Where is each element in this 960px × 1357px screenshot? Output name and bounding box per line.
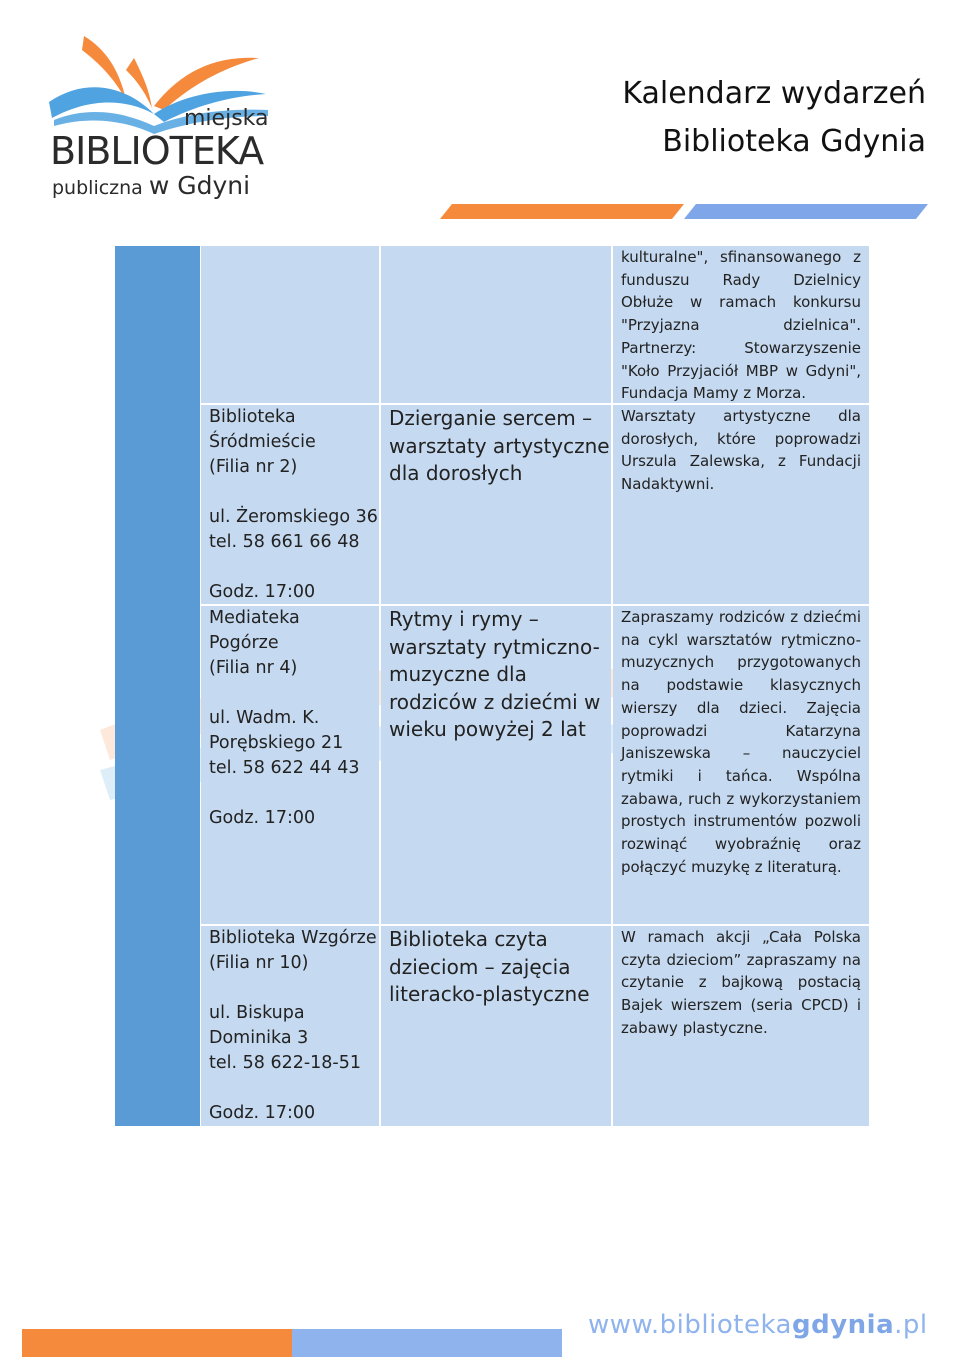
library-logo [44,28,274,203]
event-description: W ramach akcji „Cała Polska czyta dzieciom” zapraszamy na czytanie z bajkową postacią Bajek wierszem (seria CPCD) i zabawy plastyczne. [621,928,861,1037]
event-title: Biblioteka czyta dzieciom – zajęcia literacko-plastyczne [389,927,590,1006]
table-cell-description [613,926,869,1126]
event-description: kulturalne", sfinansowanego z funduszu Rady Dzielnicy Obłuże w ramach konkursu "Przyjazna dzielnica". Partnerzy: Stowarzyszenie "Koło Przyjaciół MBP w Gdyni", Fundacja Mamy z Morza. [621,248,861,403]
footer-url-bold: gdynia [791,1310,895,1340]
logo-miejska: miejska [184,106,269,131]
page-title-line1: Kalendarz wydarzeń [622,76,926,111]
logo-w-gdyni: w Gdyni [148,171,251,200]
logo-publiczna-word: publiczna [52,177,143,199]
table-cell-location [201,405,379,604]
table-cell-title [381,246,611,403]
events-table [115,246,869,1126]
table-cell-title [381,926,611,1126]
event-title: Dzierganie sercem – warsztaty artystyczne dla dorosłych [389,406,610,485]
table-cell-location [201,926,379,1126]
table-cell-title [381,606,611,924]
header-orange-bar [440,204,684,219]
logo-publiczna [52,171,250,200]
table-cell-description [613,246,869,403]
footer-url-suffix: .pl [894,1310,928,1340]
logo-biblioteka: BIBLIOTEKA [50,129,264,173]
event-description: Zapraszamy rodziców z dziećmi na cykl warsztatów rytmiczno-muzycznych przygotowanych na podstawie klasycznych wierszy dla dzieci. Zajęcia poprowadzi Katarzyna Janiszewska – nauczyciel rytmiki i tańca. Wspólna zabawa, ruch z wykorzystaniem prostych instrumentów pozwoli rozwinąć wyobraźnię oraz połączyć muzykę z literaturą. [621,608,861,876]
event-location: Biblioteka Śródmieście (Filia nr 2) ul. Żeromskiego 36 tel. 58 661 66 48 Godz. 17:00 [209,407,378,602]
table-side-stripe [115,246,200,1126]
event-location: Mediateka Pogórze (Filia nr 4) ul. Wadm. K. Porębskiego 21 tel. 58 622 44 43 Godz. 17:00 [209,608,360,828]
header-blue-bar [684,204,928,219]
footer-website-link[interactable] [588,1310,928,1340]
page-title [622,70,926,166]
footer-orange-bar [22,1329,292,1357]
event-title: Rytmy i rymy – warsztaty rytmiczno-muzyczne dla rodziców z dziećmi w wieku powyżej 2 lat [389,607,601,741]
footer-url-prefix: www.biblioteka [588,1310,792,1340]
table-cell-title [381,405,611,604]
table-cell-location [201,606,379,924]
event-description: Warsztaty artystyczne dla dorosłych, które poprowadzi Urszula Zalewska, z Fundacji Nadaktywni. [621,407,861,494]
table-cell-description [613,405,869,604]
footer-blue-bar [292,1329,562,1357]
page-title-line2: Biblioteka Gdynia [662,124,926,159]
event-location: Biblioteka Wzgórze (Filia nr 10) ul. Biskupa Dominika 3 tel. 58 622-18-51 Godz. 17:00 [209,928,377,1123]
table-cell-description [613,606,869,924]
table-cell-location [201,246,379,403]
